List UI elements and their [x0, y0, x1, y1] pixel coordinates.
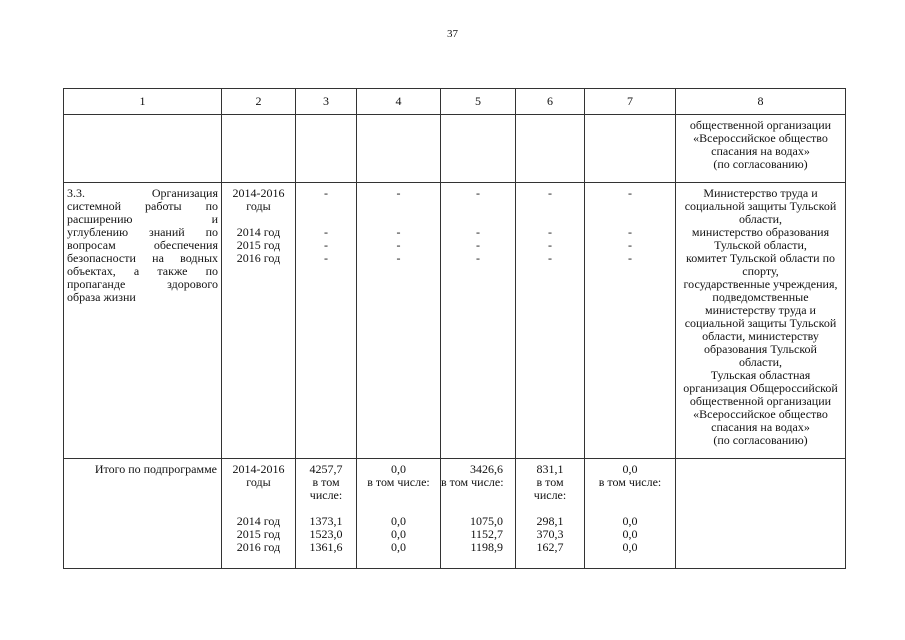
header-cell-8: 8 — [676, 89, 846, 115]
header-cell-7: 7 — [585, 89, 676, 115]
empty-cell — [64, 115, 222, 183]
empty-cell — [441, 115, 516, 183]
empty-cell — [357, 115, 441, 183]
year-value: 0,0 — [391, 527, 406, 541]
total-value: 0,0 — [622, 462, 638, 476]
year-label: 2016 год — [236, 540, 281, 554]
year-value: 370,3 — [536, 527, 564, 541]
executor-line: спорту, — [742, 264, 779, 278]
total-value: 0,0 — [391, 462, 406, 476]
executor-line: Тульской области, — [714, 238, 807, 252]
executor-line: (по согласованию) — [713, 157, 808, 171]
year-label: 2014 год — [236, 225, 281, 239]
period-label: 2014-2016 — [232, 186, 285, 200]
item-col6-cell: - - - - — [516, 183, 585, 459]
header-cell-4: 4 — [357, 89, 441, 115]
year-value: 1152,7 — [470, 527, 503, 541]
executor-line: комитет Тульской области по — [686, 251, 835, 265]
year-label: 2015 год — [236, 527, 281, 541]
empty-cell — [585, 115, 676, 183]
executor-line: министерство образования — [691, 225, 830, 239]
total-label: Итого по подпрограмме — [64, 459, 222, 569]
executor-line: социальной защиты Тульской — [684, 316, 837, 330]
year-value: 298,1 — [536, 514, 564, 528]
year-value: 1361,6 — [309, 540, 343, 554]
empty-cell — [222, 115, 296, 183]
empty-cell — [676, 459, 846, 569]
empty-cell — [296, 115, 357, 183]
item-col4-cell: - - - - — [357, 183, 441, 459]
year-value: 0,0 — [391, 514, 406, 528]
header-cell-5: 5 — [441, 89, 516, 115]
executor-line: «Всероссийское общество — [693, 131, 828, 145]
year-value: 1523,0 — [309, 527, 343, 541]
header-cell-3: 3 — [296, 89, 357, 115]
year-value: 0,0 — [622, 527, 638, 541]
total-value: 3426,6 — [470, 462, 503, 476]
executor-line: образования Тульской — [704, 342, 817, 356]
empty-cell — [516, 115, 585, 183]
program-table — [63, 88, 846, 569]
item-row-3-3 — [64, 183, 846, 459]
period-label: годы — [246, 475, 271, 489]
header-row — [64, 89, 846, 115]
page-number: 37 — [447, 28, 458, 40]
continuation-executor-cell — [676, 115, 846, 183]
total-col7-cell: 0,0 в том числе: 0,0 0,0 0,0 — [585, 459, 676, 569]
year-value: 1075,0 — [470, 514, 503, 528]
item-col3-cell: - - - - — [296, 183, 357, 459]
executor-line: Министерство труда и — [703, 186, 818, 200]
total-value: 4257,7 — [309, 462, 343, 476]
year-value: 0,0 — [622, 514, 638, 528]
total-col6-cell: 831,1 в том числе: 298,1 370,3 162,7 — [516, 459, 585, 569]
executor-line: (по согласованию) — [713, 433, 808, 447]
executor-line: Тульская областная — [710, 368, 811, 382]
executor-line: общественной организации — [689, 394, 832, 408]
executor-line: области, министерству — [702, 329, 819, 343]
executor-line: общественной организации — [689, 118, 832, 132]
year-label: 2014 год — [236, 514, 281, 528]
executor-line: области, — [738, 212, 783, 226]
total-col4-cell: 0,0 в том числе: 0,0 0,0 0,0 — [357, 459, 441, 569]
total-col3-cell: 4257,7 в том числе: 1373,1 1523,0 1361,6 — [296, 459, 357, 569]
continuation-row — [64, 115, 846, 183]
header-cell-6: 6 — [516, 89, 585, 115]
executor-line: спасания на водах» — [711, 420, 810, 434]
header-cell-2: 2 — [222, 89, 296, 115]
executor-line: социальной защиты Тульской — [684, 199, 837, 213]
header-cell-1: 1 — [64, 89, 222, 115]
item-description: 3.3. Организация системной работы по расширению и углублению знаний по вопросам обеспечения безопасности на водных объектах, а также по пропаганде здорового образа жизни — [64, 183, 222, 459]
period-label: 2014-2016 — [232, 462, 285, 476]
executor-line: спасания на водах» — [711, 144, 810, 158]
executor-line: министерству труда и — [705, 303, 816, 317]
item-executors-cell — [676, 183, 846, 459]
year-value: 0,0 — [622, 540, 638, 554]
item-col5-cell: - - - - — [441, 183, 516, 459]
item-period-cell — [222, 183, 296, 459]
period-label: годы — [246, 199, 271, 213]
executor-line: «Всероссийское общество — [693, 407, 828, 421]
year-label: 2015 год — [236, 238, 281, 252]
executor-line: подведомственные — [712, 290, 809, 304]
year-label: 2016 год — [236, 251, 281, 265]
year-value: 1198,9 — [470, 540, 503, 554]
year-value: 1373,1 — [309, 514, 343, 528]
year-value: 0,0 — [391, 540, 406, 554]
total-col5-cell: 3426,6 в том числе: 1075,0 1152,7 1198,9 — [441, 459, 516, 569]
item-col7-cell: - - - - — [585, 183, 676, 459]
executor-line: государственные учреждения, — [683, 277, 838, 291]
executor-line: области, — [738, 355, 783, 369]
total-row — [64, 459, 846, 569]
total-period-cell — [222, 459, 296, 569]
year-value: 162,7 — [536, 540, 564, 554]
total-value: 831,1 — [536, 462, 564, 476]
executor-line: организация Общероссийской — [683, 381, 838, 395]
